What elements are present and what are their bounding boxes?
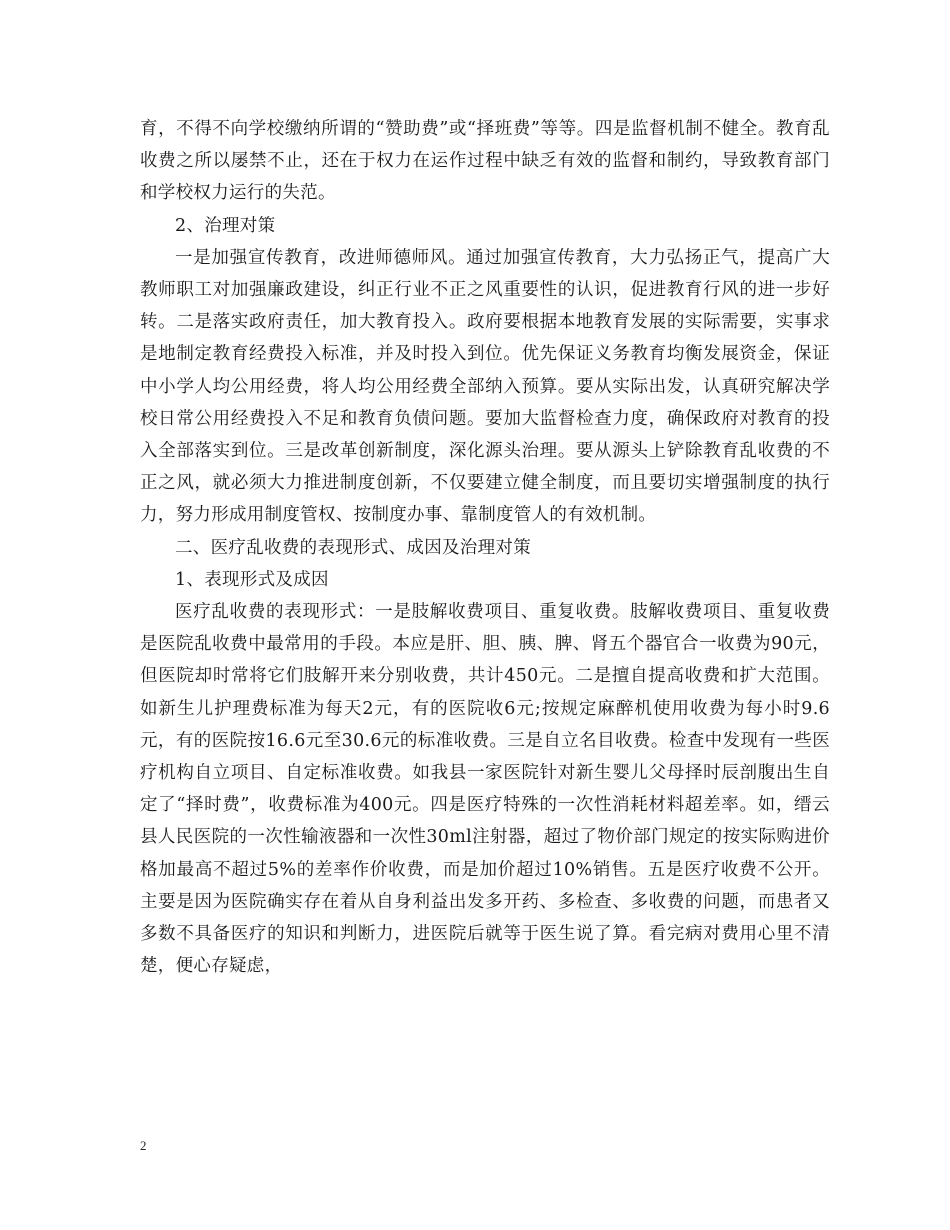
page-number: 2 bbox=[140, 1138, 147, 1153]
paragraph-supervision-continued: 育，不得不向学校缴纳所谓的“赞助费”或“择班费”等等。四是监督机制不健全。教育乱收费之所以屡禁不止，还在于权力在运作过程中缺乏有效的监督和制约，导致教育部门和学校权力运行的失范。 bbox=[140, 119, 830, 204]
heading-governance-measures: 2、治理对策 bbox=[175, 215, 276, 236]
heading-medical-section: 二、医疗乱收费的表现形式、成因及治理对策 bbox=[175, 537, 531, 558]
heading-forms-and-causes: 1、表现形式及成因 bbox=[175, 569, 329, 590]
document-body bbox=[140, 113, 830, 982]
paragraph-medical-forms: 医疗乱收费的表现形式：一是肢解收费项目、重复收费。肢解收费项目、重复收费是医院乱收费中最常用的手段。本应是肝、胆、胰、脾、肾五个器官合一收费为90元，但医院却时常将它们肢解开来分别收费，共计450元。二是擅自提高收费和扩大范围。如新生儿护理费标准为每天2元，有的医院收6元;按规定麻醉机使用收费为每小时9.6元，有的医院按16.6元至30.6元的标准收费。三是自立名目收费。检查中发现有一些医疗机构自立项目、自定标准收费。如我县一家医院针对新生婴儿父母择时辰剖腹出生自定了“择时费”，收费标准为400元。四是医疗特殊的一次性消耗材料超差率。如，缙云县人民医院的一次性输液器和一次性30ml注射器，超过了物价部门规定的按实际购进价格加最高不超过5%的差率作价收费，而是加价超过10%销售。五是医疗收费不公开。主要是因为医院确实存在着从自身利益出发多开药、多检查、多收费的问题，而患者又多数不具备医疗的知识和判断力，进医院后就等于医生说了算。看完病对费用心里不清楚，便心存疑虑， bbox=[140, 602, 830, 977]
paragraph-governance-measures: 一是加强宣传教育，改进师德师风。通过加强宣传教育，大力弘扬正气，提高广大教师职工对加强廉政建设，纠正行业不正之风重要性的认识，促进教育行风的进一步好转。二是落实政府责任，加大教育投入。政府要根据本地教育发展的实际需要，实事求是地制定教育经费投入标准，并及时投入到位。优先保证义务教育均衡发展资金，保证中小学人均公用经费，将人均公用经费全部纳入预算。要从实际出发，认真研究解决学校日常公用经费投入不足和教育负债问题。要加大监督检查力度，确保政府对教育的投入全部落实到位。三是改革创新制度，深化源头治理。要从源头上铲除教育乱收费的不正之风，就必须大力推进制度创新，不仅要建立健全制度，而且要切实增强制度的执行力，努力形成用制度管权、按制度办事、靠制度管人的有效机制。 bbox=[140, 247, 830, 526]
